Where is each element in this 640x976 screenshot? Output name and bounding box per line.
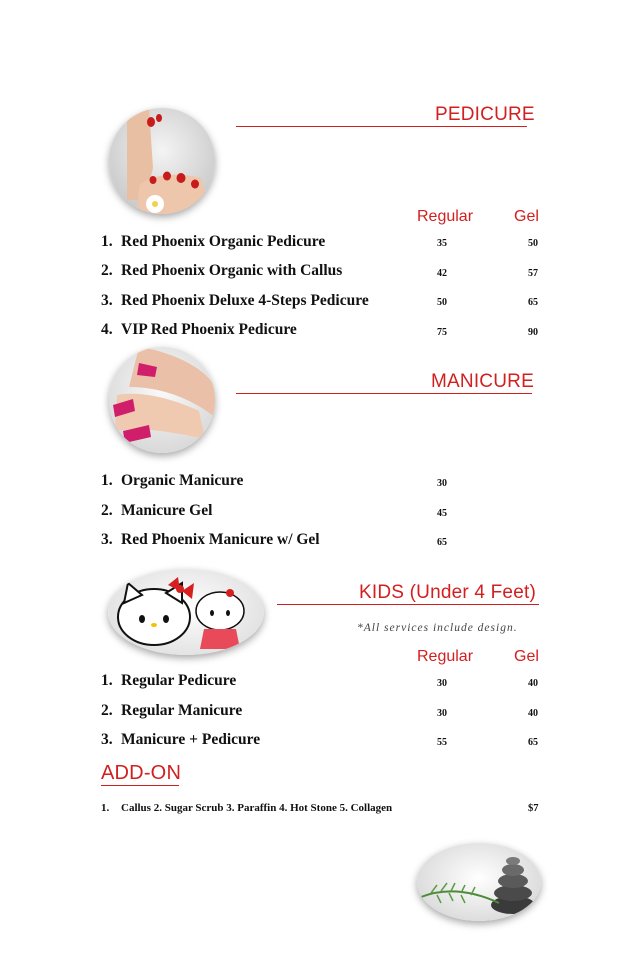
kids-item-3-regular: 55 [437, 737, 447, 748]
pedicure-item-4: 4. VIP Red Phoenix Pedicure [101, 321, 297, 338]
pedicure-item-3-gel: 65 [528, 297, 538, 308]
addon-item: 1. Callus 2. Sugar Scrub 3. Paraffin 4. Hot Stone 5. Collagen [101, 802, 393, 814]
kids-item-1: 1. Regular Pedicure [101, 672, 237, 689]
feet-photo-icon [109, 108, 215, 214]
pedicure-rule [236, 126, 527, 127]
kids-item-2-gel: 40 [528, 708, 538, 719]
pedicure-item-2: 2. Red Phoenix Organic with Callus [101, 262, 343, 279]
pedicure-item-3-regular: 50 [437, 297, 447, 308]
kids-item-2-regular: 30 [437, 708, 447, 719]
kids-heading: KIDS (Under 4 Feet) [359, 582, 536, 603]
hands-photo-icon [109, 347, 215, 453]
kids-rule [277, 604, 539, 605]
pedicure-item-2-gel: 57 [528, 268, 538, 279]
manicure-item-1: 1. Organic Manicure [101, 472, 244, 489]
kids-item-3: 3. Manicure + Pedicure [101, 731, 261, 748]
pedicure-item-1-gel: 50 [528, 238, 538, 249]
pedicure-item-1-regular: 35 [437, 238, 447, 249]
kids-col-gel: Gel [514, 648, 539, 665]
manicure-item-3-regular: 65 [437, 537, 447, 548]
kids-item-1-gel: 40 [528, 678, 538, 689]
kids-item-1-regular: 30 [437, 678, 447, 689]
kids-item-2: 2. Regular Manicure [101, 702, 243, 719]
pedicure-col-gel: Gel [514, 208, 539, 225]
pedicure-item-2-regular: 42 [437, 268, 447, 279]
manicure-item-1-regular: 30 [437, 478, 447, 489]
hello-kitty-icon [108, 569, 264, 655]
pedicure-item-3: 3. Red Phoenix Deluxe 4-Steps Pedicure [101, 292, 369, 309]
spa-stones-icon [417, 843, 541, 921]
pedicure-item-1: 1. Red Phoenix Organic Pedicure [101, 233, 326, 250]
manicure-rule [236, 393, 532, 394]
manicure-item-3: 3. Red Phoenix Manicure w/ Gel [101, 531, 320, 548]
kids-col-regular: Regular [417, 648, 474, 665]
pedicure-heading: PEDICURE [435, 104, 535, 125]
pedicure-item-4-gel: 90 [528, 327, 538, 338]
manicure-item-2: 2. Manicure Gel [101, 502, 213, 519]
addon-heading: ADD-ON [101, 762, 182, 784]
kids-item-3-gel: 65 [528, 737, 538, 748]
manicure-heading: MANICURE [431, 371, 534, 392]
pedicure-item-4-regular: 75 [437, 327, 447, 338]
kids-note: *All services include design. [357, 622, 518, 634]
addon-price: $7 [528, 803, 539, 814]
pedicure-col-regular: Regular [417, 208, 474, 225]
manicure-item-2-regular: 45 [437, 508, 447, 519]
addon-underline [101, 785, 179, 786]
